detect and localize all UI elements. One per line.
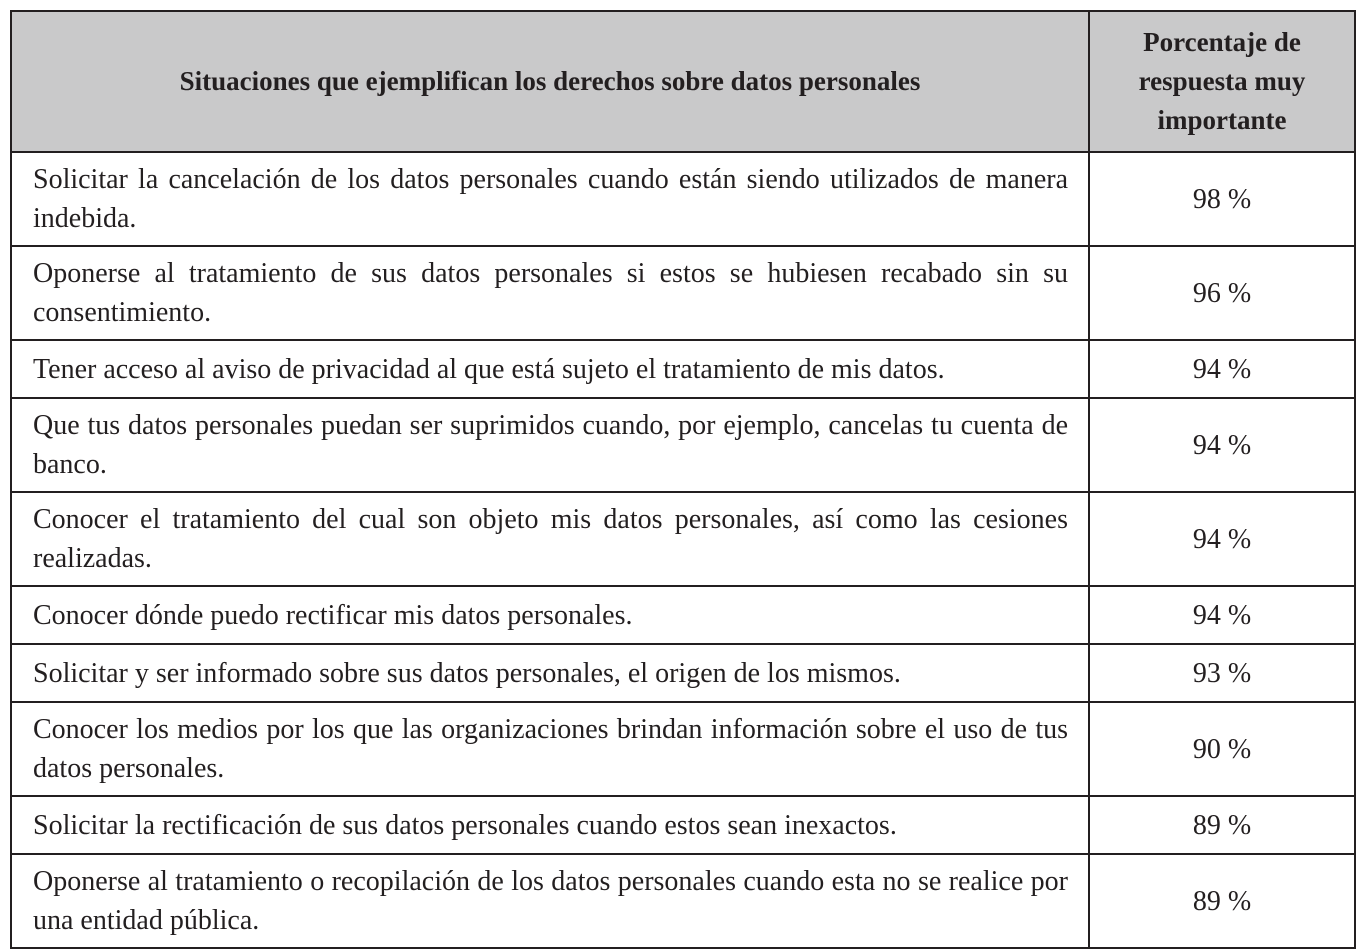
situation-cell: Oponerse al tratamiento de sus datos personales si estos se hubiesen recabado sin su consentimiento. <box>11 246 1089 340</box>
situation-cell: Conocer el tratamiento del cual son objeto mis datos personales, así como las cesiones realizadas. <box>11 492 1089 586</box>
table-header <box>11 11 1355 152</box>
percentage-cell: 90 % <box>1089 702 1355 796</box>
situation-cell: Solicitar y ser informado sobre sus datos personales, el origen de los mismos. <box>11 644 1089 702</box>
table-row <box>11 644 1355 702</box>
percentage-cell: 93 % <box>1089 644 1355 702</box>
data-rights-table <box>10 10 1356 949</box>
header-row <box>11 11 1355 152</box>
percentage-cell: 94 % <box>1089 492 1355 586</box>
percentage-cell: 89 % <box>1089 796 1355 854</box>
situation-cell: Conocer dónde puedo rectificar mis datos personales. <box>11 586 1089 644</box>
table-row <box>11 586 1355 644</box>
table-row <box>11 702 1355 796</box>
situation-cell: Conocer los medios por los que las organizaciones brindan información sobre el uso de tus datos personales. <box>11 702 1089 796</box>
situation-cell: Que tus datos personales puedan ser suprimidos cuando, por ejemplo, cancelas tu cuenta de banco. <box>11 398 1089 492</box>
header-situation: Situaciones que ejemplifican los derechos sobre datos personales <box>11 11 1089 152</box>
table-row <box>11 340 1355 398</box>
situation-cell: Oponerse al tratamiento o recopilación de los datos personales cuando esta no se realice por una entidad pública. <box>11 854 1089 948</box>
percentage-cell: 96 % <box>1089 246 1355 340</box>
percentage-cell: 98 % <box>1089 152 1355 246</box>
percentage-cell: 89 % <box>1089 854 1355 948</box>
header-percentage-line1: Porcentaje de <box>1143 27 1301 57</box>
table-row <box>11 398 1355 492</box>
header-percentage-line2: respuesta muy <box>1138 66 1306 96</box>
percentage-cell: 94 % <box>1089 340 1355 398</box>
table-row <box>11 246 1355 340</box>
table-body <box>11 152 1355 948</box>
header-percentage-line3: importante <box>1157 105 1287 135</box>
table-row <box>11 796 1355 854</box>
table-row <box>11 854 1355 948</box>
header-percentage <box>1089 11 1355 152</box>
percentage-cell: 94 % <box>1089 398 1355 492</box>
percentage-cell: 94 % <box>1089 586 1355 644</box>
situation-cell: Tener acceso al aviso de privacidad al que está sujeto el tratamiento de mis datos. <box>11 340 1089 398</box>
table-row <box>11 492 1355 586</box>
situation-cell: Solicitar la cancelación de los datos personales cuando están siendo utilizados de manera indebida. <box>11 152 1089 246</box>
situation-cell: Solicitar la rectificación de sus datos personales cuando estos sean inexactos. <box>11 796 1089 854</box>
table-row <box>11 152 1355 246</box>
